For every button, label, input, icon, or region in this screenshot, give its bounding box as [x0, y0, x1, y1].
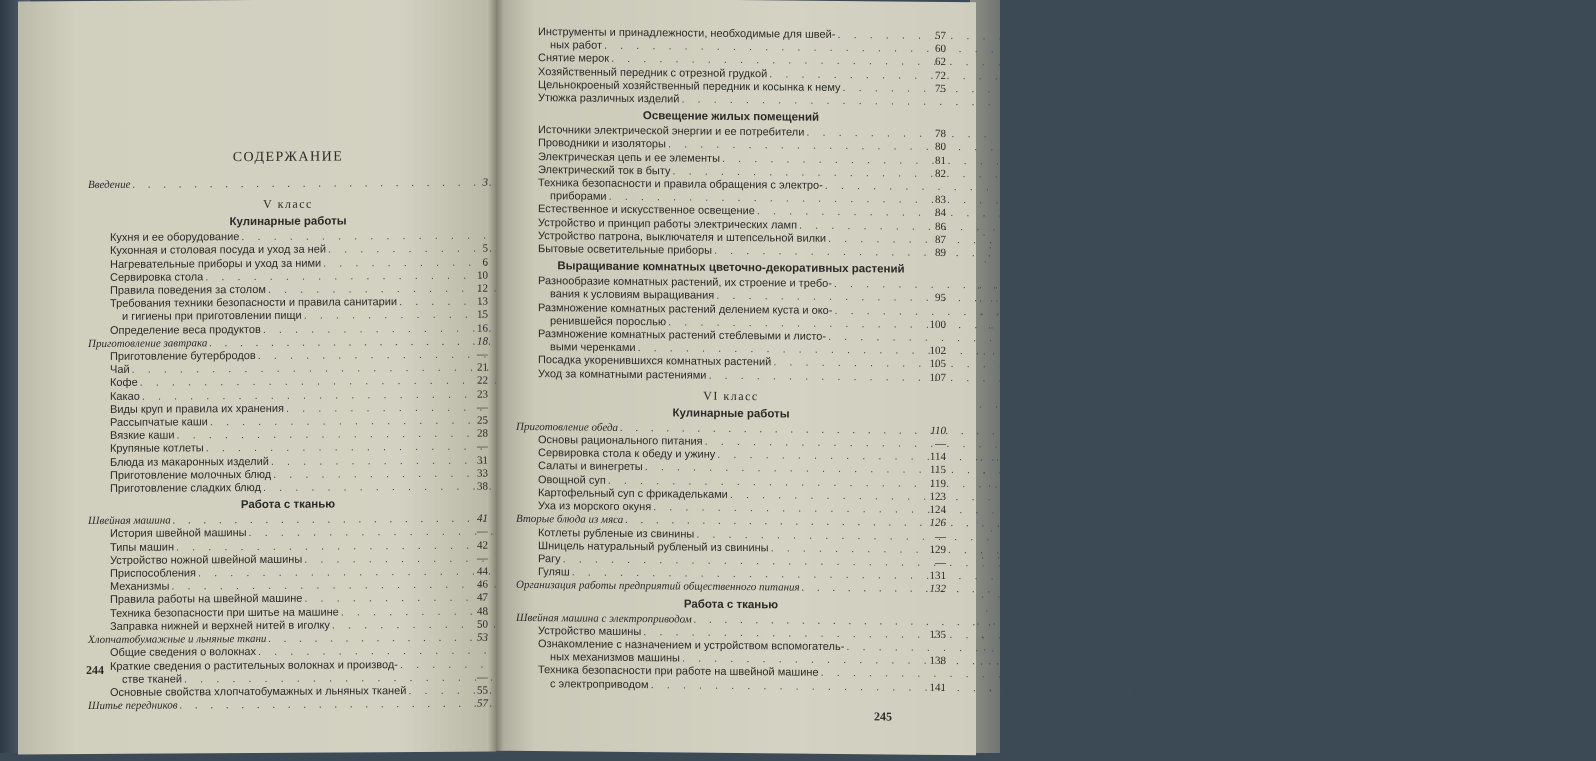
- toc-entry-title: Уха из морского окуня: [538, 500, 651, 514]
- toc-entry-title: Краткие сведения о растительных волокнах и производ-: [110, 659, 398, 674]
- toc-entry-title: Вторые блюда из мяса: [516, 513, 623, 527]
- toc-entry: [88, 177, 488, 193]
- toc-entry-title: выми черенками: [538, 341, 636, 355]
- toc-entry-page: 31: [462, 454, 488, 467]
- toc-entry-title: Основные свойства хлопчатобумажных и льняных тканей: [110, 685, 406, 700]
- grade-heading: VI класс: [516, 387, 946, 406]
- toc-entry-title: ных работ: [538, 39, 602, 53]
- toc-entry-page: 135: [920, 628, 946, 641]
- toc-entry-title: Блюда из макаронных изделий: [110, 456, 269, 470]
- toc-entry-page: —: [462, 349, 488, 362]
- toc-entry-page: 141: [920, 681, 946, 694]
- toc-entry-title: Котлеты рубленые из свинины: [538, 527, 694, 542]
- section-heading: Работа с тканью: [88, 498, 488, 512]
- dot-leader: [406, 685, 462, 699]
- toc-entry-page: 86: [920, 220, 946, 233]
- toc-entry-page: —: [920, 438, 946, 451]
- dot-leader: [256, 645, 462, 659]
- toc-entry-page: 80: [920, 141, 946, 154]
- right-page: [496, 0, 976, 755]
- grade-heading: V класс: [88, 196, 488, 213]
- toc-entry-title: Крупяные котлеты: [110, 443, 204, 457]
- toc-entry-page: 28: [462, 428, 488, 441]
- toc-entry-page: 33: [462, 467, 488, 480]
- toc-entry-page: 89: [920, 247, 946, 260]
- toc-entry-page: 131: [920, 570, 946, 583]
- toc-entry-title: Электрический ток в быту: [538, 164, 671, 178]
- page-number-right: 245: [874, 709, 892, 724]
- toc-entry-page: 102: [920, 345, 946, 358]
- toc-entry-title: Приспособления: [110, 567, 196, 581]
- toc-entry-page: 87: [920, 234, 946, 247]
- toc-entry-title: Кухонная и столовая посуда и уход за ней: [110, 244, 326, 259]
- toc-entry-title: Заправка нижней и верхней нитей в иголку: [110, 619, 330, 634]
- toc-entry-page: 42: [462, 539, 488, 552]
- dot-leader: [649, 679, 920, 695]
- toc-entry-title: Приготовление завтрака: [88, 337, 207, 351]
- toc-entry-page: —: [462, 552, 488, 565]
- toc-entry-title: стве тканей: [110, 673, 182, 687]
- toc-entry-title: Устройство ножной швейной машины: [110, 554, 302, 568]
- toc-entry-page: 47: [462, 592, 488, 605]
- dot-leader: [826, 233, 920, 247]
- toc-entry-title: приборами: [538, 190, 607, 204]
- toc-entry-page: 50: [462, 618, 488, 631]
- toc-entry: [88, 698, 488, 714]
- toc-entry-page: 138: [920, 655, 946, 668]
- toc-entry-page: 38: [462, 481, 488, 494]
- toc-entry-page: —: [462, 401, 488, 414]
- toc-entry-title: Шницель натуральный рубленый из свинины: [538, 540, 769, 555]
- toc-entry-page: 44: [462, 566, 488, 579]
- toc-entry-title: Организация работы предприятий общественного питания: [516, 579, 800, 595]
- toc-entry-page: 107: [920, 371, 946, 384]
- dot-leader: [302, 592, 462, 606]
- toc-entry-page: 81: [920, 154, 946, 167]
- dot-leader: [797, 219, 920, 233]
- toc-entry-page: 55: [462, 684, 488, 697]
- toc-entry-page: 18: [462, 335, 488, 348]
- toc-entry-title: Техника безопасности и правила обращения с электро-: [538, 177, 823, 193]
- right-entries: [516, 26, 946, 695]
- toc-entry-page: 115: [920, 464, 946, 477]
- toc-entry-page: 82: [920, 168, 946, 181]
- dot-leader: [398, 658, 462, 672]
- toc-entry-title: Устройство и принцип работы электрических ламп: [538, 217, 797, 233]
- toc-entry-page: 60: [920, 43, 946, 56]
- dot-leader: [832, 305, 920, 319]
- section-heading: Кулинарные работы: [88, 215, 488, 229]
- dot-leader: [261, 322, 462, 336]
- toc-entry-title: Хозяйственный передник с отрезной грудкой: [538, 66, 767, 81]
- toc-entry-page: 105: [920, 358, 946, 371]
- toc-entry-title: Техника безопасности при шитье на машине: [110, 606, 339, 621]
- toc-entry-title: Сервировка стола: [110, 271, 203, 285]
- toc-entry-title: Гуляш: [538, 566, 570, 580]
- toc-entry-page: 100: [920, 319, 946, 332]
- toc-entry-page: 22: [462, 375, 488, 388]
- toc-entry-page: 46: [462, 579, 488, 592]
- toc-entry-title: с электроприводом: [538, 678, 649, 692]
- toc-entry-title: Овощной суп: [538, 474, 606, 488]
- dot-leader: [247, 526, 462, 541]
- toc-entry-title: Уход за комнатными растениями: [538, 368, 706, 383]
- dot-leader: [284, 402, 462, 416]
- toc-entry-title: Правила поведения за столом: [110, 284, 266, 298]
- toc-entry-title: и гигиены при приготовлении пищи: [110, 310, 302, 324]
- toc-entry: [516, 92, 946, 109]
- toc-entry-title: Снятие мерок: [538, 53, 609, 67]
- dot-leader: [706, 369, 920, 384]
- toc-entry-title: Ознакомление с назначением и устройством вспомогатель-: [538, 638, 844, 654]
- toc-entry-page: 110: [920, 425, 946, 438]
- toc-entry-title: Рагу: [538, 553, 561, 566]
- toc-entry-title: Приготовление бутербродов: [110, 350, 256, 364]
- dot-leader: [178, 698, 462, 713]
- toc-entry-title: Бытовые осветительные приборы: [538, 243, 712, 258]
- dot-leader: [302, 309, 462, 323]
- dot-leader: [712, 245, 920, 260]
- toc-entry-page: —: [462, 671, 488, 684]
- toc-entry-page: —: [462, 441, 488, 454]
- toc-entry: [516, 243, 946, 260]
- toc-entry-title: Вязкие каши: [110, 430, 175, 444]
- toc-entry-page: 10: [462, 269, 488, 282]
- toc-entry-page: 123: [920, 491, 946, 504]
- dot-leader: [131, 177, 462, 192]
- toc-entry-title: Кофе: [110, 377, 138, 390]
- toc-entry-page: 119: [920, 477, 946, 490]
- toc-entry-title: Картофельный суп с фрикадельками: [538, 487, 728, 502]
- toc-entry-title: Швейная машина с электроприводом: [516, 611, 692, 626]
- toc-entry-title: Утюжка различных изделий: [538, 92, 679, 107]
- left-page: [18, 0, 496, 754]
- dot-leader: [239, 230, 462, 245]
- dot-leader: [269, 454, 462, 468]
- toc-entry-page: —: [920, 557, 946, 570]
- toc-entry-title: Естественное и искусственное освещение: [538, 204, 755, 219]
- dot-leader: [266, 632, 462, 646]
- toc-entry-page: 16: [462, 322, 488, 335]
- toc-entry-title: Устройство патрона, выключателя и штепсельной вилки: [538, 230, 826, 246]
- dot-leader: [339, 605, 462, 619]
- toc-entry: [516, 677, 946, 694]
- section-heading: Работа с тканью: [516, 596, 946, 612]
- toc-entry-title: Размножение комнатных растений стеблевыми и листо-: [538, 328, 826, 344]
- table-of-contents-right: [516, 26, 946, 695]
- toc-entry-page: 13: [462, 296, 488, 309]
- dot-leader: [679, 93, 920, 109]
- toc-entry-page: 114: [920, 451, 946, 464]
- toc-entry-title: Кухня и ее оборудование: [110, 231, 239, 245]
- dot-leader: [844, 641, 920, 655]
- toc-entry-title: Размножение комнатных растений делением куста и око-: [538, 302, 832, 318]
- toc-entry-page: 3: [462, 177, 488, 190]
- section-heading: Кулинарные работы: [516, 406, 946, 422]
- toc-entry-title: Источники электрической энергии и ее потребители: [538, 124, 804, 140]
- toc-entry-title: Нагревательные приборы и уход за ними: [110, 257, 321, 271]
- toc-entry-title: Шитье передников: [88, 700, 178, 714]
- dot-leader: [826, 331, 920, 345]
- toc-entry-title: Основы рационального питания: [538, 434, 703, 449]
- dot-leader: [321, 256, 462, 270]
- toc-entry-page: 23: [462, 388, 488, 401]
- toc-entry-title: Цельнокроеный хозяйственный передник и косынка к нему: [538, 79, 841, 95]
- dot-leader: [256, 349, 462, 363]
- dot-leader: [397, 296, 462, 310]
- toc-entry-title: Швейная машина: [88, 515, 171, 529]
- section-heading: Выращивание комнатных цветочно-декоративных растений: [516, 260, 946, 276]
- toc-entry-title: ных механизмов машины: [538, 651, 680, 666]
- toc-entry-title: Салаты и винегреты: [538, 461, 643, 475]
- page-number-left: 244: [86, 663, 104, 678]
- toc-entry-page: 48: [462, 605, 488, 618]
- toc-entry-title: Проводники и изоляторы: [538, 138, 666, 152]
- toc-entry: [516, 579, 946, 596]
- toc-entry-page: 72: [920, 69, 946, 82]
- toc-entry-title: Правила работы на швейной машине: [110, 593, 302, 607]
- contents-heading: СОДЕРЖАНИЕ: [88, 149, 488, 167]
- dot-leader: [800, 582, 920, 596]
- toc-entry-title: вания к условиям выращивания: [538, 289, 714, 304]
- toc-entry-title: Хлопчатобумажные и льняные ткани: [88, 633, 266, 647]
- toc-entry-page: 78: [920, 128, 946, 141]
- toc-entry-title: Типы машин: [110, 541, 174, 555]
- toc-entry-page: 15: [462, 309, 488, 322]
- toc-entry-title: Определение веса продуктов: [110, 324, 261, 338]
- dot-leader: [302, 553, 462, 567]
- toc-entry-page: 95: [920, 292, 946, 305]
- toc-entry-title: Введение: [88, 179, 131, 192]
- toc-entry-title: Устройство машины: [538, 625, 641, 639]
- toc-entry: [88, 481, 488, 497]
- toc-entry-page: 62: [920, 56, 946, 69]
- toc-entry-title: Приготовление сладких блюд: [110, 482, 261, 496]
- toc-entry-page: 25: [462, 415, 488, 428]
- toc-entry-title: Электрическая цепь и ее элементы: [538, 151, 720, 166]
- toc-entry-page: 132: [920, 583, 946, 596]
- toc-entry-title: Сервировка стола к обеду и ужину: [538, 447, 715, 462]
- toc-entry-title: Приготовление молочных блюд: [110, 469, 271, 483]
- dot-leader: [266, 283, 462, 297]
- toc-entry-title: Чай: [110, 364, 130, 377]
- toc-entry-page: 83: [920, 194, 946, 207]
- dot-leader: [326, 243, 462, 257]
- toc-entry-title: Инструменты и принадлежности, необходимые для швей-: [538, 26, 835, 42]
- dot-leader: [804, 127, 920, 141]
- dot-leader: [819, 667, 920, 681]
- book-spine: [488, 0, 504, 753]
- toc-entry-page: 53: [462, 632, 488, 645]
- toc-entry-title: Рассыпчатые каши: [110, 416, 208, 430]
- toc-entry-page: 12: [462, 283, 488, 296]
- toc-entry-page: 124: [920, 504, 946, 517]
- toc-entry-page: 129: [920, 543, 946, 556]
- toc-entry-title: Посадка укоренившихся комнатных растений: [538, 355, 771, 370]
- toc-entry-page: 5: [462, 243, 488, 256]
- toc-entry-page: 6: [462, 256, 488, 269]
- toc-entry-page: —: [462, 526, 488, 539]
- toc-entry-title: Техника безопасности при работе на швейной машине: [538, 664, 819, 680]
- toc-entry-title: Требования техники безопасности и правила санитарии: [110, 296, 397, 311]
- table-of-contents-left: [88, 149, 488, 714]
- toc-entry-title: Общие сведения о волокнах: [110, 646, 256, 660]
- dot-leader: [261, 481, 462, 495]
- toc-entry-title: Разнообразие комнатных растений, их строение и требо-: [538, 275, 832, 291]
- toc-entry-page: —: [920, 530, 946, 543]
- toc-entry-page: 57: [920, 30, 946, 43]
- dot-leader: [823, 180, 920, 194]
- toc-entry: [516, 368, 946, 385]
- dot-leader: [271, 468, 462, 482]
- toc-entry-title: История швейной машины: [110, 528, 247, 542]
- toc-entry-title: Какао: [110, 390, 140, 403]
- dot-leader: [841, 82, 920, 96]
- toc-entry-title: Приготовление обеда: [516, 421, 618, 435]
- dot-leader: [835, 29, 920, 43]
- dot-leader: [832, 278, 920, 292]
- toc-entry-page: 126: [920, 517, 946, 530]
- toc-entry-page: 21: [462, 362, 488, 375]
- dot-leader: [330, 619, 462, 633]
- left-entries: [88, 177, 488, 714]
- section-heading: Освещение жилых помещений: [516, 109, 946, 125]
- toc-entry-title: Виды круп и правила их хранения: [110, 403, 284, 417]
- toc-entry-page: 75: [920, 83, 946, 96]
- toc-entry-title: Механизмы: [110, 581, 169, 595]
- toc-entry-page: 57: [462, 698, 488, 711]
- toc-entry-title: ренившейся порослью: [538, 315, 666, 329]
- toc-entry-page: 84: [920, 207, 946, 220]
- toc-entry-page: 41: [462, 513, 488, 526]
